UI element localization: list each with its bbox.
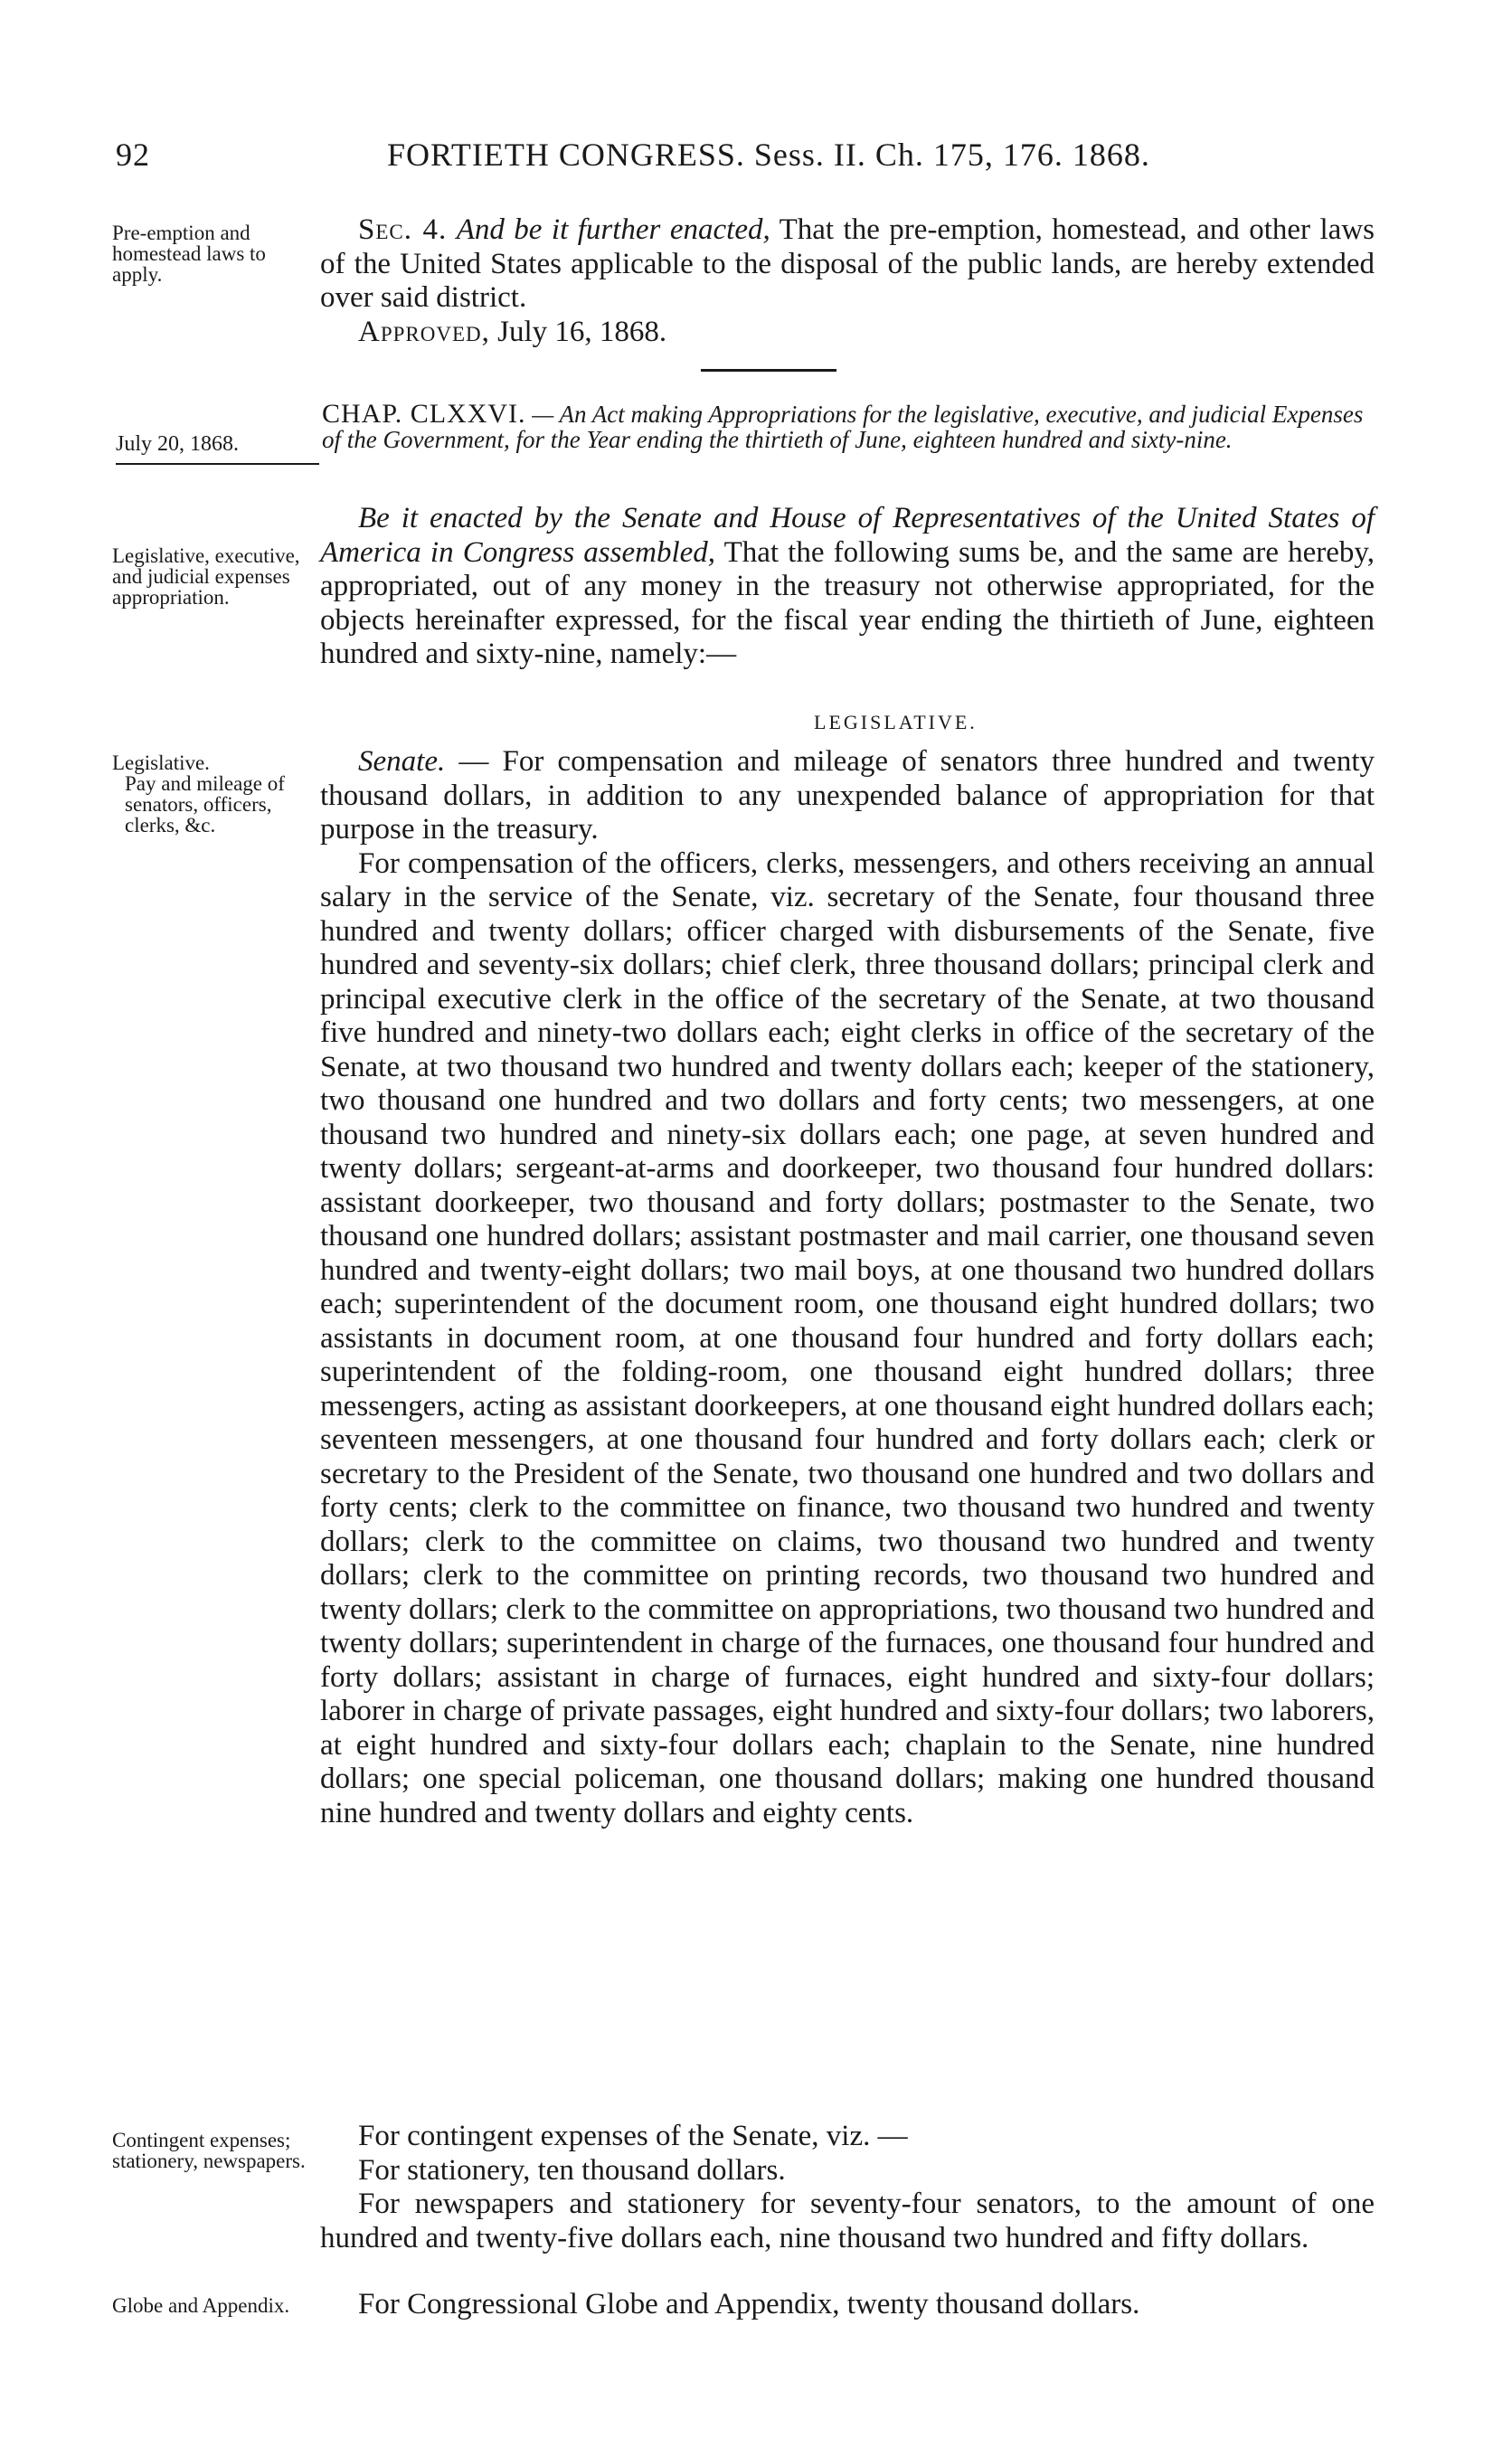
enacting-text: That the following sums be, and the same are hereby, appropriated, out of any money in the treasury not otherwise appropriated, for the objects hereinafter expressed, for the fiscal year ending the thirtieth of June, eighteen hundred and sixty-nine, namely:— <box>320 535 1375 670</box>
section-text: That the pre-emption, homestead, and other laws of the United States applicable to the disposal of the public lands, are hereby extended over said district. <box>320 213 1375 314</box>
chapter-date: July 20, 1868. <box>116 432 240 456</box>
chapter-number: CHAP. CLXXVI. <box>322 399 526 429</box>
margin-note-preemption: Pre-emption and homestead laws to apply. <box>112 222 266 286</box>
globe-section <box>320 2288 1375 2322</box>
legislative-heading: LEGISLATIVE. <box>814 711 978 733</box>
margin-note-senate: Legislative. Pay and mileage of senators, officers, clerks, &c. <box>112 751 285 836</box>
approved-label: Approved, <box>358 315 490 348</box>
chapter-title-block <box>320 399 1375 453</box>
page-number: 92 <box>116 137 150 173</box>
globe-text: For Congressional Globe and Appendix, twenty thousand dollars. <box>358 2288 1140 2320</box>
senate-para-2: For compensation of the officers, clerks, messengers, and others receiving an annual salary in the service of the Senate, viz. secretary of the Senate, four thousand three hundred and twenty dollars; officer charged with disbursements of the Senate, five hundred and seventy-six dollars; chief clerk, three thousand dollars; principal clerk and principal executive clerk in the office of the secretary of the Senate, at two thousand five hundred and ninety-two dollars each; eight clerks in office of the secretary of the Senate, at two thousand two hundred and twenty dollars each; keeper of the stationery, two thousand one hundred and two dollars and forty cents; two messengers, at one thousand two hundred and ninety-six dollars each; one page, at seven hundred and twenty dollars; sergeant-at-arms and doorkeeper, two thousand four hundred dollars: assistant doorkeeper, two thousand and forty dollars; postmaster to the Senate, two thousand one hundred dollars; assistant postmaster and mail carrier, one thousand seven hundred and twenty-eight dollars; two mail boys, at one thousand two hundred dollars each; superintendent of the document room, one thousand eight hundred dollars; two assistants in document room, at one thousand four hundred and forty dollars each; superintendent of the folding-room, one thousand eight hundred dollars; three messengers, acting as assistant doorkeepers, at one thousand eight hundred dollars each; seventeen messengers, at one thousand four hundred and forty dollars each; clerk or secretary to the President of the Senate, two thousand one hundred and two dollars and forty cents; clerk to the committee on finance, two thousand two hundred and twenty dollars; clerk to the committee on claims, two thousand two hundred and twenty dollars; clerk to the committee on printing records, two thousand two hundred and twenty dollars; clerk to the committee on appropriations, two thousand two hundred and twenty dollars; superintendent in charge of the furnaces, one thousand four hundred and forty dollars; assistant in charge of furnaces, eight hundred and sixty-four dollars; laborer in charge of private passages, eight hundred and sixty-four dollars; two laborers, at eight hundred and sixty-four dollars each; chaplain to the Senate, nine hundred dollars; one special policeman, one thousand dollars; making one hundred thousand nine hundred and twenty dollars and eighty cents. <box>320 846 1375 1829</box>
margin-note-contingent: Contingent expenses; stationery, newspapers. <box>112 2129 306 2172</box>
section-divider <box>701 369 836 372</box>
margin-note-globe: Globe and Appendix. <box>112 2294 290 2317</box>
contingent-line-3: For newspapers and stationery for seventy-four senators, to the amount of one hundred and twenty-five dollars each, nine thousand two hundred and fifty dollars. <box>320 2188 1375 2254</box>
running-header <box>116 136 1400 181</box>
header-title: FORTIETH CONGRESS. Sess. II. Ch. 175, 176. 1868. <box>387 137 1150 173</box>
approved-date: July 16, 1868. <box>497 315 667 348</box>
margin-note-appropriation: Legislative, executive, and judicial expenses appropriation. <box>112 544 300 609</box>
enacting-clause <box>320 502 1375 672</box>
section-4 <box>320 213 1375 349</box>
date-underline <box>116 463 319 465</box>
contingent-line-2: For stationery, ten thousand dollars. <box>358 2153 786 2187</box>
senate-label: Senate. <box>358 745 446 778</box>
contingent-section <box>320 2120 1375 2255</box>
contingent-line-1: For contingent expenses of the Senate, viz. — <box>358 2120 908 2152</box>
section-label: Sec. 4. <box>358 213 448 246</box>
enacting-phrase: And be it further enacted, <box>456 213 770 246</box>
senate-section <box>320 745 1375 1830</box>
enacting-italic: Be it enacted by the Senate and House of Representatives of the United States of America in Congress assembled, <box>320 502 1375 569</box>
senate-para-1: — For compensation and mileage of senators three hundred and twenty thousand dollars, in addition to any unexpended balance of appropriation for that purpose in the treasury. <box>320 745 1375 846</box>
chapter-title: — An Act making Appropriations for the legislative, executive, and judicial Expenses of the Government, for the Year ending the thirtieth of June, eighteen hundred and sixty-nine. <box>322 401 1364 453</box>
